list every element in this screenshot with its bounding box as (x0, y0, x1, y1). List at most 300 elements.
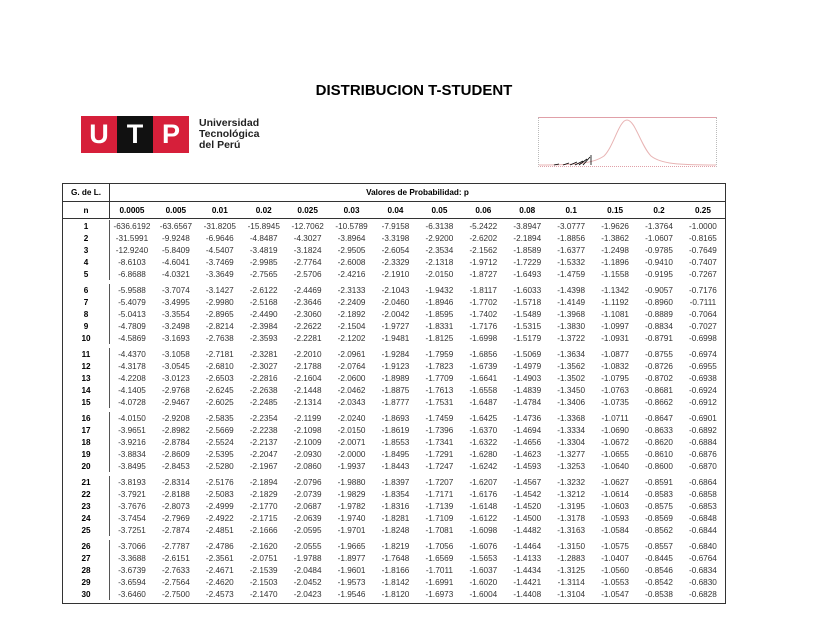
table-cell: -1.8946 (425, 297, 454, 307)
t-distribution-curve-figure (538, 117, 717, 167)
table-cell: -1.6641 (469, 373, 498, 383)
table-row (63, 220, 725, 232)
table-cell: -1.8589 (513, 245, 542, 255)
table-cell: -2.2485 (249, 397, 278, 407)
table-cell: -1.0795 (601, 373, 629, 383)
table-row (63, 524, 725, 536)
table-cell: -2.0961 (337, 349, 366, 359)
table-cell: -2.1829 (249, 489, 278, 499)
table-cell: -3.0545 (161, 361, 190, 371)
table-cell: -2.7969 (161, 513, 190, 523)
table-cell: -6.9646 (205, 233, 234, 243)
table-cell: -1.8316 (381, 501, 410, 511)
table-cell: -2.1770 (249, 501, 278, 511)
table-cell: -1.5179 (513, 333, 542, 343)
table-cell: -2.2354 (249, 413, 278, 423)
table-cell: -1.6098 (469, 525, 498, 535)
table-row (63, 348, 725, 360)
table-cell: -1.3562 (557, 361, 586, 371)
table-cell: -3.3554 (161, 309, 190, 319)
table-cell: -1.4694 (513, 425, 542, 435)
table-cell: -2.8784 (161, 437, 190, 447)
table-row (63, 436, 725, 448)
table-cell: -0.9057 (645, 285, 673, 295)
table-row (63, 512, 725, 524)
table-row (63, 360, 725, 372)
row-n-cell: 1 (63, 220, 110, 232)
row-n-cell: 3 (63, 244, 110, 256)
table-cell: -2.4469 (293, 285, 322, 295)
table-cell: -5.4079 (118, 297, 146, 307)
table-cell: -2.5835 (205, 413, 234, 423)
row-n-cell: 2 (63, 232, 110, 244)
table-cell: -4.5407 (205, 245, 234, 255)
table-cell: -4.0321 (161, 269, 190, 279)
table-cell: -2.2816 (249, 373, 278, 383)
table-cell: -1.4398 (557, 285, 586, 295)
table-cell: -1.1342 (601, 285, 629, 295)
table-cell: -2.2010 (293, 349, 322, 359)
row-n-cell: 5 (63, 268, 110, 280)
table-cell: -2.2238 (249, 425, 278, 435)
table-cell: -1.0931 (601, 333, 629, 343)
table-cell: -2.1894 (249, 477, 278, 487)
table-cell: -1.2498 (601, 245, 629, 255)
table-cell: -0.8562 (645, 525, 673, 535)
table-cell: -2.0452 (293, 577, 322, 587)
table-cell: -2.4573 (205, 589, 234, 599)
table-cell: -1.6487 (469, 397, 498, 407)
table-cell: -1.3195 (557, 501, 586, 511)
column-header-p: 0.0005 (119, 205, 145, 215)
logo-text-line: del Perú (199, 139, 241, 151)
table-cell: -1.8219 (381, 541, 410, 551)
table-cell: -2.2047 (249, 449, 278, 459)
table-cell: -1.9788 (293, 553, 322, 563)
table-cell: -1.8727 (469, 269, 498, 279)
table-cell: -2.5706 (293, 269, 322, 279)
table-cell: -3.7676 (118, 501, 146, 511)
table-cell: -1.4623 (513, 449, 542, 459)
table-cell: -2.3027 (249, 361, 278, 371)
table-cell: -1.9284 (381, 349, 410, 359)
table-cell: -0.6848 (689, 513, 717, 523)
table-cell: -2.8965 (205, 309, 234, 319)
table-cell: -1.8125 (425, 333, 454, 343)
table-cell: -1.6122 (469, 513, 498, 523)
table-cell: -2.4851 (205, 525, 234, 535)
table-cell: -0.6834 (689, 565, 717, 575)
table-cell: -0.8662 (645, 397, 673, 407)
table-cell: -0.6901 (689, 413, 717, 423)
table-cell: -3.4995 (161, 297, 190, 307)
row-n-cell: 11 (63, 348, 110, 360)
table-cell: -2.3646 (293, 297, 322, 307)
table-cell: -12.7062 (291, 221, 324, 231)
row-n-cell: 27 (63, 552, 110, 564)
logo-letter-p: P (153, 116, 189, 153)
table-cell: -2.4216 (337, 269, 366, 279)
table-cell: -1.6856 (469, 349, 498, 359)
table-cell: -1.6377 (557, 245, 586, 255)
table-cell: -1.7109 (425, 513, 454, 523)
table-cell: -8.6103 (118, 257, 146, 267)
utp-logo (81, 116, 259, 153)
table-cell: -1.7229 (513, 257, 542, 267)
table-cell: -1.6176 (469, 489, 498, 499)
table-cell: -2.2137 (249, 437, 278, 447)
table-cell: -1.6370 (469, 425, 498, 435)
table-cell: -1.4520 (513, 501, 542, 511)
table-cell: -2.6810 (205, 361, 234, 371)
table-cell: -2.0751 (249, 553, 278, 563)
table-cell: -4.0728 (118, 397, 146, 407)
table-cell: -1.1896 (601, 257, 629, 267)
table-cell: -2.7565 (249, 269, 278, 279)
table-cell: -2.1788 (293, 361, 322, 371)
table-cell: -2.0150 (337, 425, 366, 435)
table-cell: -1.3862 (601, 233, 629, 243)
table-cell: -1.3722 (557, 333, 586, 343)
table-cell: -0.8702 (645, 373, 673, 383)
table-cell: -3.1427 (205, 285, 234, 295)
table-cell: -1.9432 (425, 285, 454, 295)
table-cell: -2.1314 (293, 397, 322, 407)
table-cell: -1.1558 (601, 269, 629, 279)
table-cell: -1.3212 (557, 489, 586, 499)
table-cell: -1.0575 (601, 541, 629, 551)
table-cell: -1.6033 (513, 285, 542, 295)
table-cell: -1.8281 (381, 513, 410, 523)
table-cell: -1.8595 (425, 309, 454, 319)
table-cell: -1.8495 (381, 449, 410, 459)
table-cell: -1.8354 (381, 489, 410, 499)
table-cell: -1.0407 (601, 553, 629, 563)
table-cell: -1.3178 (557, 513, 586, 523)
table-cell: -1.2883 (557, 553, 586, 563)
table-row (63, 476, 725, 488)
table-cell: -1.8443 (381, 461, 410, 471)
table-cell: -1.3450 (557, 385, 586, 395)
table-cell: -1.4784 (513, 397, 542, 407)
table-cell: -2.2409 (337, 297, 366, 307)
table-cell: -2.0860 (293, 461, 322, 471)
table-cell: -1.3150 (557, 541, 586, 551)
table-cell: -1.9601 (337, 565, 366, 575)
table-cell: -1.6998 (469, 333, 498, 343)
table-cell: -1.7396 (425, 425, 454, 435)
row-n-cell: 18 (63, 436, 110, 448)
table-cell: -10.5789 (335, 221, 368, 231)
table-cell: -1.0763 (601, 385, 629, 395)
table-cell: -4.1405 (118, 385, 146, 395)
table-cell: -31.8205 (203, 221, 236, 231)
table-cell: -0.8791 (645, 333, 673, 343)
table-cell: -1.9782 (337, 501, 366, 511)
table-cell: -0.6924 (689, 385, 717, 395)
table-cell: -1.4593 (513, 461, 542, 471)
table-cell: -0.6998 (689, 333, 717, 343)
row-n-cell: 8 (63, 308, 110, 320)
table-cell: -2.3329 (381, 257, 410, 267)
table-cell: -2.0460 (381, 297, 410, 307)
table-cell: -2.0240 (337, 413, 366, 423)
table-cell: -1.6991 (425, 577, 454, 587)
table-cell: -2.9467 (161, 397, 190, 407)
table-cell: -1.8693 (381, 413, 410, 423)
table-cell: -2.0687 (293, 501, 322, 511)
table-cell: -0.8960 (645, 297, 673, 307)
row-n-cell: 6 (63, 284, 110, 296)
table-cell: -1.7207 (425, 477, 454, 487)
table-cell: -1.7823 (425, 361, 454, 371)
table-cell: -2.2638 (249, 385, 278, 395)
table-cell: -12.9240 (115, 245, 149, 255)
table-cell: -1.3163 (557, 525, 586, 535)
table-cell: -3.0777 (557, 221, 586, 231)
table-cell: -2.9768 (161, 385, 190, 395)
table-cell: -2.5083 (205, 489, 234, 499)
table-cell: -1.4149 (557, 297, 586, 307)
table-cell: -1.0711 (601, 413, 629, 423)
table-cell: -3.3198 (381, 233, 410, 243)
table-cell: -0.9785 (645, 245, 673, 255)
table-cell: -0.8681 (645, 385, 673, 395)
table-cell: -2.6245 (205, 385, 234, 395)
table-cell: -1.6280 (469, 449, 498, 459)
table-cell: -3.8947 (513, 221, 542, 231)
table-cell: -0.6912 (689, 397, 717, 407)
table-cell: -1.3968 (557, 309, 586, 319)
table-cell: -2.5280 (205, 461, 234, 471)
table-cell: -0.8834 (645, 321, 673, 331)
table-cell: -1.8166 (381, 565, 410, 575)
table-cell: -2.3561 (205, 553, 234, 563)
table-cell: -2.3281 (249, 349, 278, 359)
table-cell: -1.0547 (601, 589, 629, 599)
table-cell: -3.1824 (293, 245, 322, 255)
table-cell: -2.0484 (293, 565, 322, 575)
table-row (63, 308, 725, 320)
table-cell: -1.9880 (337, 477, 366, 487)
table-cell: -3.0123 (161, 373, 190, 383)
table-cell: -0.8647 (645, 413, 673, 423)
table-cell: -1.3634 (557, 349, 586, 359)
row-n-cell: 19 (63, 448, 110, 460)
table-row (63, 588, 725, 600)
table-body (63, 219, 725, 603)
table-row (63, 372, 725, 384)
table-cell: -1.3114 (557, 577, 585, 587)
table-cell: -1.0603 (601, 501, 629, 511)
table-cell: -0.8755 (645, 349, 673, 359)
row-n-cell: 24 (63, 512, 110, 524)
table-cell: -1.0593 (601, 513, 629, 523)
table-cell: -1.9727 (381, 321, 410, 331)
table-cell: -1.0607 (645, 233, 673, 243)
table-cell: -2.8453 (161, 461, 190, 471)
table-cell: -2.9980 (205, 297, 234, 307)
table-cell: -1.0672 (601, 437, 629, 447)
table-cell: -0.6840 (689, 541, 717, 551)
column-header-p: 0.06 (475, 205, 492, 215)
table-cell: -1.7056 (425, 541, 454, 551)
table-cell: -0.6764 (689, 553, 717, 563)
table-cell: -2.1892 (337, 309, 366, 319)
row-n-cell: 16 (63, 412, 110, 424)
table-cell: -0.8583 (645, 489, 673, 499)
row-n-cell: 30 (63, 588, 110, 600)
table-cell: -1.6148 (469, 501, 498, 511)
table-cell: -1.8248 (381, 525, 410, 535)
row-n-cell: 21 (63, 476, 110, 488)
table-cell: -2.8073 (161, 501, 190, 511)
table-cell: -0.8889 (645, 309, 673, 319)
table-cell: -0.7649 (689, 245, 717, 255)
table-cell: -1.7959 (425, 349, 454, 359)
table-cell: -1.6739 (469, 361, 498, 371)
row-n-cell: 17 (63, 424, 110, 436)
table-cell: -1.9573 (337, 577, 366, 587)
table-cell: -15.8945 (247, 221, 280, 231)
table-cell: -1.3277 (557, 449, 586, 459)
table-cell: -1.3253 (557, 461, 586, 471)
table-row (63, 320, 725, 332)
table-cell: -3.6460 (118, 589, 146, 599)
column-header-p: 0.04 (387, 205, 404, 215)
table-cell: -2.1620 (249, 541, 278, 551)
table-cell: -2.1318 (425, 257, 454, 267)
table-cell: -3.6739 (118, 565, 146, 575)
table-cell: -2.6202 (469, 233, 498, 243)
table-cell: -3.8964 (337, 233, 366, 243)
table-cell: -2.8314 (161, 477, 190, 487)
table-cell: -1.0690 (601, 425, 629, 435)
table-cell: -2.1715 (249, 513, 278, 523)
table-cell: -2.3593 (249, 333, 278, 343)
table-cell: -4.3178 (118, 361, 146, 371)
table-cell: -1.5332 (557, 257, 586, 267)
table-cell: -0.8610 (645, 449, 673, 459)
table-cell: -1.3830 (557, 321, 586, 331)
table-cell: -0.6938 (689, 373, 717, 383)
row-n-cell: 26 (63, 540, 110, 552)
row-n-cell: 4 (63, 256, 110, 268)
table-cell: -0.9195 (645, 269, 673, 279)
table-cell: -2.1894 (513, 233, 542, 243)
table-cell: -2.7633 (161, 565, 190, 575)
table-cell: -0.9410 (645, 257, 673, 267)
logo-text (199, 118, 259, 151)
table-cell: -1.9481 (381, 333, 410, 343)
table-cell: -1.0560 (601, 565, 629, 575)
row-n-cell: 7 (63, 296, 110, 308)
table-cell: -1.7081 (425, 525, 454, 535)
table-column-headers (63, 202, 725, 219)
n-header: n (63, 202, 110, 218)
table-cell: -0.6828 (689, 589, 717, 599)
table-cell: -0.6892 (689, 425, 717, 435)
table-header-group (63, 184, 725, 202)
row-n-cell: 12 (63, 360, 110, 372)
table-cell: -0.7111 (689, 297, 717, 307)
table-cell: -0.8165 (689, 233, 717, 243)
table-cell: -1.3104 (557, 589, 586, 599)
table-cell: -2.4490 (249, 309, 278, 319)
table-cell: -0.6830 (689, 577, 717, 587)
table-cell: -1.4903 (513, 373, 542, 383)
table-cell: -0.7176 (689, 285, 717, 295)
table-cell: -5.9588 (118, 285, 146, 295)
table-cell: -0.8575 (645, 501, 673, 511)
table-row (63, 576, 725, 588)
table-cell: -1.4500 (513, 513, 542, 523)
table-cell: -3.4819 (249, 245, 278, 255)
table-cell: -6.8688 (118, 269, 146, 279)
table-cell: -1.0997 (601, 321, 629, 331)
probability-group-header: Valores de Probabilidad: p (366, 188, 469, 197)
table-cell: -3.7469 (205, 257, 234, 267)
table-cell: -1.7139 (425, 501, 454, 511)
table-cell: -2.1009 (293, 437, 322, 447)
table-cell: -1.7176 (469, 321, 498, 331)
table-cell: -2.6025 (205, 397, 234, 407)
table-cell: -3.7251 (118, 525, 146, 535)
table-row (63, 284, 725, 296)
table-cell: -1.5489 (513, 309, 542, 319)
table-cell: -1.0614 (601, 489, 629, 499)
table-cell: -1.8619 (381, 425, 410, 435)
table-cell: -1.8777 (381, 397, 410, 407)
table-cell: -2.6054 (381, 245, 410, 255)
table-cell: -2.1503 (249, 577, 278, 587)
row-n-cell: 14 (63, 384, 110, 396)
table-cell: -2.7874 (161, 525, 190, 535)
table-cell: -1.0832 (601, 361, 629, 371)
table-cell: -1.3304 (557, 437, 586, 447)
table-cell: -2.4786 (205, 541, 234, 551)
table-cell: -2.1562 (469, 245, 498, 255)
table-cell: -3.3688 (118, 553, 146, 563)
table-cell: -1.0640 (601, 461, 629, 471)
table-cell: -5.8409 (161, 245, 190, 255)
table-cell: -0.7027 (689, 321, 717, 331)
table-cell: -0.8633 (645, 425, 673, 435)
table-cell: -7.9158 (381, 221, 410, 231)
table-cell: -1.7531 (425, 397, 454, 407)
table-row (63, 332, 725, 344)
table-cell: -1.7291 (425, 449, 454, 459)
table-cell: -2.8609 (161, 449, 190, 459)
row-n-cell: 20 (63, 460, 110, 472)
table-cell: -2.3133 (337, 285, 366, 295)
table-cell: -2.0555 (293, 541, 322, 551)
table-cell: -0.7267 (689, 269, 717, 279)
table-cell: -1.6558 (469, 385, 498, 395)
table-cell: -3.2498 (161, 321, 190, 331)
table-cell: -4.6041 (161, 257, 190, 267)
table-cell: -2.1448 (293, 385, 322, 395)
table-cell: -1.5069 (513, 349, 542, 359)
table-cell: -1.4482 (513, 525, 542, 535)
table-cell: -2.1967 (249, 461, 278, 471)
table-cell: -1.9712 (469, 257, 498, 267)
table-cell: -4.8487 (249, 233, 278, 243)
table-cell: -31.5991 (115, 233, 149, 243)
table-cell: -2.4999 (205, 501, 234, 511)
table-cell: -1.3764 (645, 221, 673, 231)
row-n-cell: 15 (63, 396, 110, 408)
